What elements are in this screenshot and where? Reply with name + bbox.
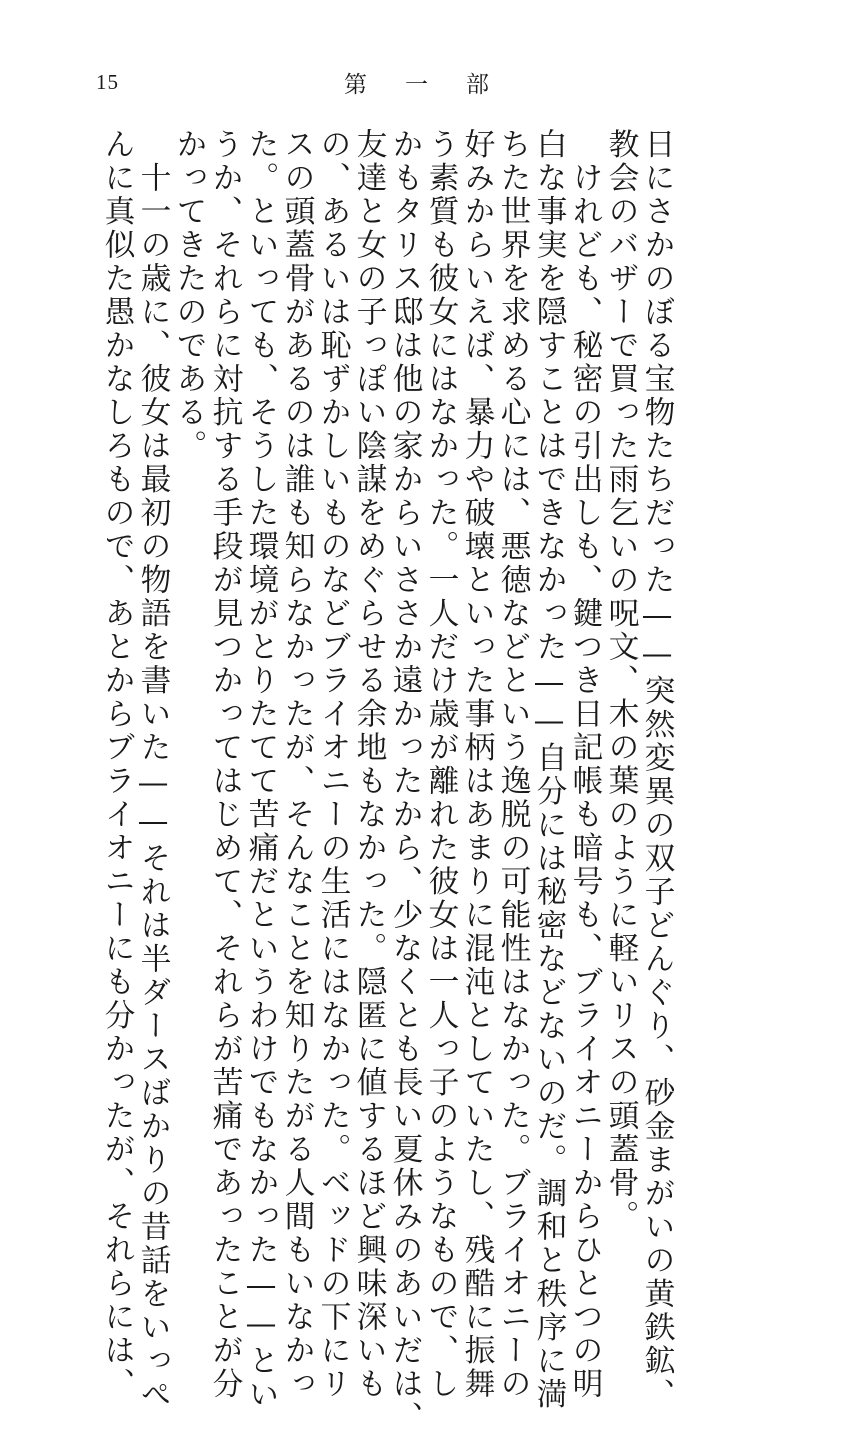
text-line-8: かもタリス邸は他の家からいささか遠かったから、少なくとも長い夏休みのあいだは、 <box>387 128 423 1435</box>
text-line-13: うか、それらに対抗する手段が見つかってはじめて、それらが苦痛であったことが分 <box>207 128 243 1401</box>
text-line-16: んに真似た愚かなしろもので、あとからブライオニーにも分かったが、それらには、 <box>99 128 135 1401</box>
vertical-text-body <box>99 128 675 1435</box>
text-line-15: 十一の歳に、彼女は最初の物語を書いた——それは半ダースばかりの昔話をいっぺ <box>135 128 171 1412</box>
text-line-4: 白な事実を隠すことはできなかった——自分には秘密などないのだ。調和と秩序に満 <box>531 128 567 1412</box>
text-line-6: 好みからいえば、暴力や破壊といった事柄はあまりに混沌としていたし、残酷に振舞 <box>459 128 495 1401</box>
text-line-7: う素質も彼女にはなかった。一人だけ歳が離れた彼女は一人っ子のようなもので、し <box>423 128 459 1401</box>
text-line-2: 教会のバザーで買った雨乞いの呪文、木の葉のように軽いリスの頭蓋骨。 <box>603 128 639 1234</box>
text-line-9: 友達と女の子っぽい陰謀をめぐらせる余地もなかった。隠匿に値するほど興味深いも <box>351 128 387 1401</box>
text-line-5: ちた世界を求める心には、悪徳などという逸脱の可能性はなかった。ブライオニーの <box>495 128 531 1401</box>
text-line-14: かってきたのである。 <box>171 128 207 463</box>
text-line-11: スの頭蓋骨があるのは誰も知らなかったが、そんなことを知りたがる人間もいなかっ <box>279 128 315 1401</box>
chapter-title: 第一部 <box>344 72 527 98</box>
text-line-3: けれども、秘密の引出しも、鍵つき日記帳も暗号も、ブライオニーからひとつの明 <box>567 128 603 1401</box>
page-number: 15 <box>96 70 119 94</box>
text-line-12: た。といっても、そうした環境がとりたてて苦痛だというわけでもなかった——とい <box>243 128 279 1412</box>
text-line-1: 日にさかのぼる宝物たちだった——突然変異の双子どんぐり、砂金まがいの黄鉄鉱、 <box>639 128 675 1412</box>
text-line-10: の、あるいは恥ずかしいものなどブライオニーの生活にはなかった。ベッドの下にリ <box>315 128 351 1401</box>
